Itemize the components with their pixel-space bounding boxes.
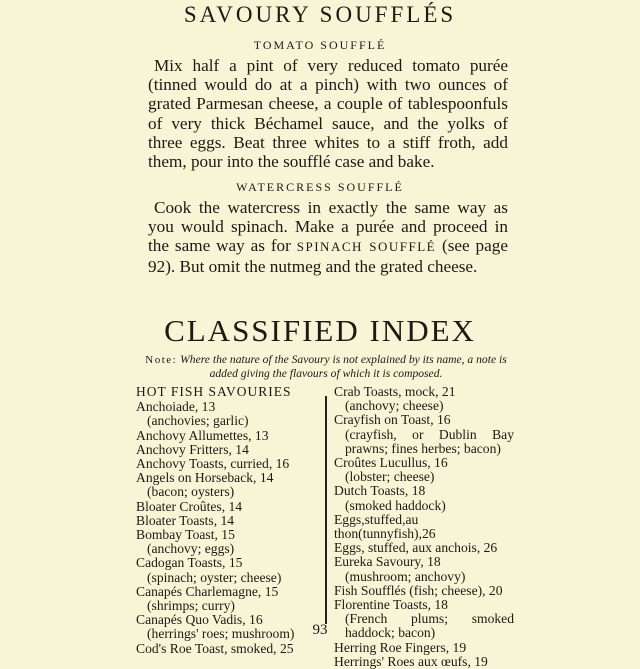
index-entry: Herring Roe Fingers, 19 xyxy=(334,639,467,655)
index-entry-note: (shrimps; curry) xyxy=(147,598,235,614)
index-entry: Anchovy Toasts, curried, 16 xyxy=(136,456,290,472)
section-heading-watercress: WATERCRESS SOUFFLÉ xyxy=(236,180,404,194)
index-entry: Canapés Charlemagne, 15 xyxy=(136,583,279,599)
index-entry: Bloater Toasts, 14 xyxy=(136,512,235,528)
index-entry: Angels on Horseback, 14 xyxy=(136,470,274,486)
index-entry: Crayfish on Toast, 16 xyxy=(334,412,451,428)
index-entry: Eggs,stuffed,au thon(tunnyfish),26 xyxy=(334,511,436,542)
index-entry-note: (crayfish, or Dublin Bay prawns; fines herbes; bacon) xyxy=(345,426,514,456)
index-entry: Cod's Roe Toast, smoked, 25 xyxy=(136,640,294,656)
section-heading-tomato: TOMATO SOUFFLÉ xyxy=(253,38,387,52)
index-entry-note: (anchovy; eggs) xyxy=(147,541,235,557)
index-entry-note: (French plums; smoked haddock; bacon) xyxy=(345,611,514,641)
index-title: CLASSIFIED INDEX xyxy=(164,313,476,348)
recipe-watercress-text xyxy=(148,198,508,276)
index-entry: Anchovy Allumettes, 13 xyxy=(136,427,269,443)
index-category-heading: HOT FISH SAVOURIES xyxy=(136,384,292,399)
index-entry-note: (herrings' roes; mushroom) xyxy=(147,626,295,642)
index-entry: Bloater Croûtes, 14 xyxy=(136,498,243,514)
index-entry-note: (mushroom; anchovy) xyxy=(345,568,466,584)
watercress-text-a: Cook the watercress in exactly the same way as you would spinach. Make a purée and proceed in the same way as for xyxy=(148,198,508,256)
page-number: 93 xyxy=(312,622,328,638)
index-entry-note: (smoked haddock) xyxy=(345,497,446,513)
index-entry: Canapés Quo Vadis, 16 xyxy=(136,612,263,628)
index-entry: Herrings' Roes aux œufs, 19 xyxy=(334,653,488,669)
index-entry: Eggs, stuffed, aux anchois, 26 xyxy=(334,540,498,556)
column-divider xyxy=(325,396,327,624)
index-entry-note: (lobster; cheese) xyxy=(345,469,435,485)
index-entry: Anchovy Fritters, 14 xyxy=(136,441,249,457)
index-column-left xyxy=(136,385,321,656)
index-entry: Fish Soufflés (fish; cheese), 20 xyxy=(334,582,503,598)
note-text: Where the nature of the Savoury is not explained by its name, a note is added giving the flavours of which it is composed. xyxy=(180,353,507,380)
index-entry-note: (anchovies; garlic) xyxy=(147,413,249,429)
index-entry: Croûtes Lucullus, 16 xyxy=(334,455,448,471)
index-entry-note: (bacon; oysters) xyxy=(147,484,235,500)
page-title: SAVOURY SOUFFLÉS xyxy=(183,2,457,27)
index-note xyxy=(136,353,516,381)
cross-reference: SPINACH SOUFFLÉ xyxy=(296,239,437,255)
index-entry-note: (spinach; oyster; cheese) xyxy=(147,569,282,585)
index-entry: Eureka Savoury, 18 xyxy=(334,554,441,570)
index-entry-note: (anchovy; cheese) xyxy=(345,398,444,414)
index-entry: Dutch Toasts, 18 xyxy=(334,483,426,499)
note-label: Note: xyxy=(145,354,178,366)
index-entry: Bombay Toast, 15 xyxy=(136,527,235,543)
watercress-text-b: (see page 92). But omit the nutmeg and the grated cheese. xyxy=(148,236,508,276)
index-entry: Cadogan Toasts, 15 xyxy=(136,555,243,571)
index-entry: Florentine Toasts, 18 xyxy=(334,597,448,613)
index-entry: Crab Toasts, mock, 21 xyxy=(334,384,456,399)
recipe-tomato-text: Mix half a pint of very reduced tomato purée (tinned would do at a pinch) with two ounces of grated Parmesan cheese, a couple of tablespoonfuls of very thick Béchamel sauce, and the yolks of three eggs. Beat three whites to a stiff froth, add them, pour into the soufflé case and bake. xyxy=(148,56,508,172)
index-entry: Anchoiade, 13 xyxy=(136,399,216,415)
